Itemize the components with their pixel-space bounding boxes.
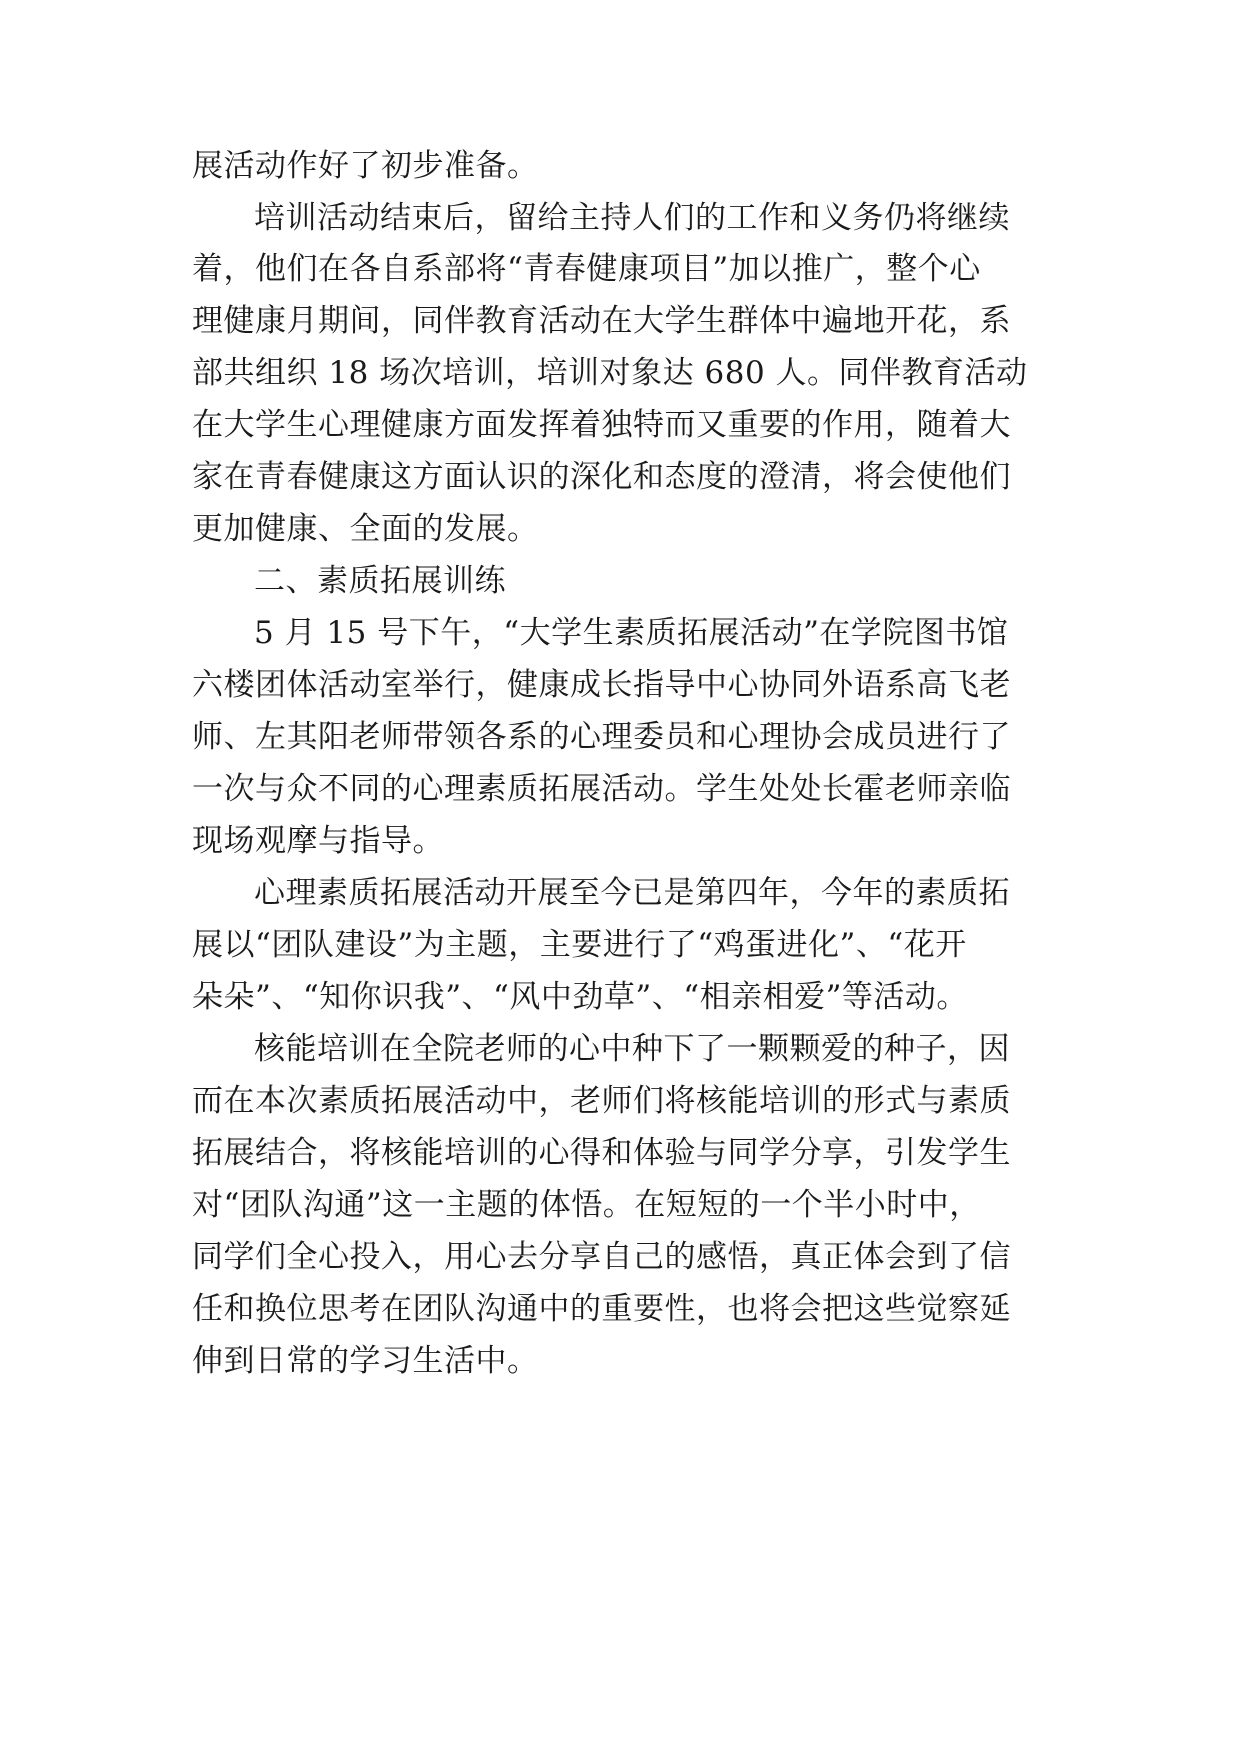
text-line: 现场观摩与指导。 <box>192 823 444 859</box>
text-line: 六楼团体活动室举行，健康成长指导中心协同外语系高飞老 <box>192 667 1011 703</box>
text-line: 一次与众不同的心理素质拓展活动。学生处处长霍老师亲临 <box>192 771 1011 807</box>
text-line: 着，他们在各自系部将“青春健康项目”加以推广，整个心 <box>192 251 981 287</box>
text-line: 更加健康、全面的发展。 <box>192 511 539 547</box>
text-line: 朵朵”、“知你识我”、“风中劲草”、“相亲相爱”等活动。 <box>192 979 968 1015</box>
text-line: 拓展结合，将核能培训的心得和体验与同学分享，引发学生 <box>192 1135 1011 1171</box>
text-line: 师、左其阳老师带领各系的心理委员和心理协会成员进行了 <box>192 719 1011 755</box>
text-line: 展活动作好了初步准备。 <box>192 148 539 184</box>
text-line: 对“团队沟通”这一主题的体悟。在短短的一个半小时中， <box>192 1187 981 1223</box>
text-line: 同学们全心投入，用心去分享自己的感悟，真正体会到了信 <box>192 1239 1011 1275</box>
text-line: 伸到日常的学习生活中。 <box>192 1343 539 1379</box>
text-line: 而在本次素质拓展活动中，老师们将核能培训的形式与素质 <box>192 1083 1011 1119</box>
paragraph-first-line: 5 月 15 号下午，“大学生素质拓展活动”在学院图书馆 <box>254 615 1009 651</box>
text-line: 在大学生心理健康方面发挥着独特而又重要的作用，随着大 <box>192 407 1011 443</box>
paragraph-first-line: 培训活动结束后，留给主持人们的工作和义务仍将继续 <box>254 200 1010 236</box>
paragraph-first-line: 核能培训在全院老师的心中种下了一颗颗爱的种子，因 <box>254 1031 1010 1067</box>
section-heading: 二、素质拓展训练 <box>254 563 506 599</box>
text-line: 部共组织 18 场次培训，培训对象达 680 人。同伴教育活动 <box>192 355 1028 391</box>
text-line: 展以“团队建设”为主题，主要进行了“鸡蛋进化”、“花开 <box>192 927 967 963</box>
paragraph-first-line: 心理素质拓展活动开展至今已是第四年，今年的素质拓 <box>254 875 1010 911</box>
text-line: 任和换位思考在团队沟通中的重要性，也将会把这些觉察延 <box>192 1291 1011 1327</box>
text-line: 理健康月期间，同伴教育活动在大学生群体中遍地开花，系 <box>192 303 1011 339</box>
text-line: 家在青春健康这方面认识的深化和态度的澄清，将会使他们 <box>192 459 1011 495</box>
